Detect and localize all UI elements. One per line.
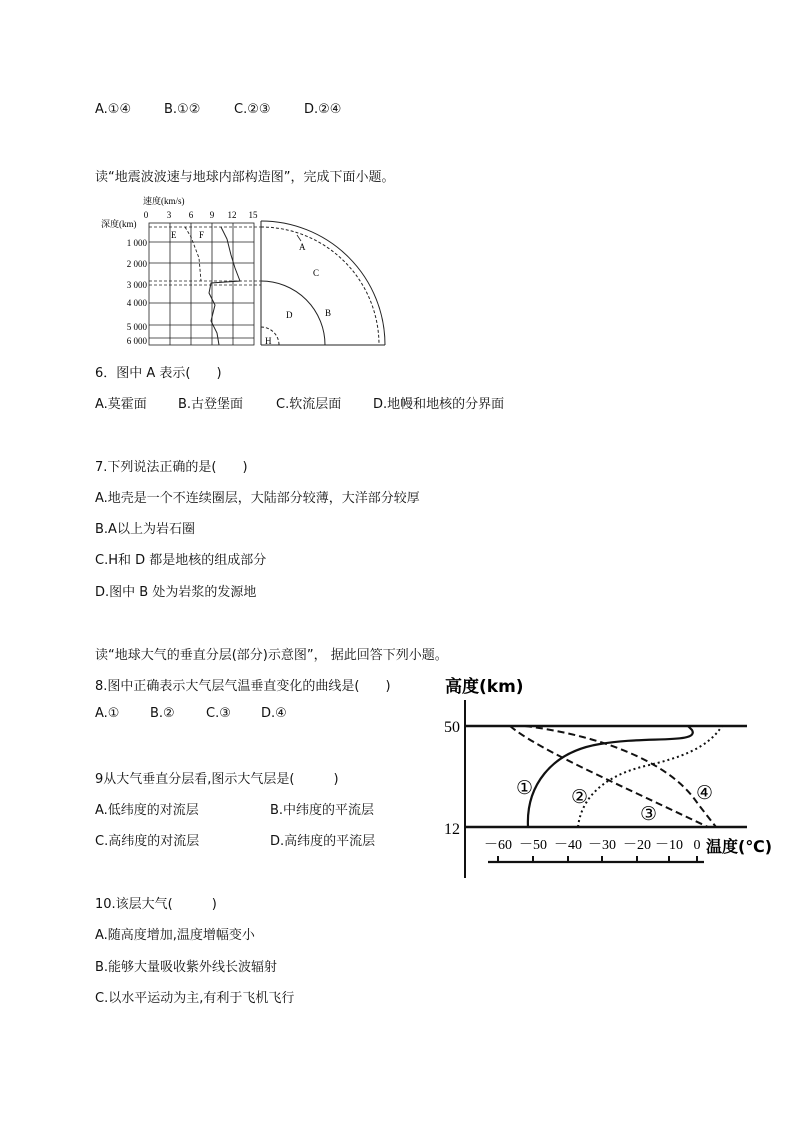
speed-axis-label: 速度(km/s)	[143, 196, 185, 206]
wave-curve-f	[209, 227, 240, 345]
q9-option-a: A.低纬度的对流层	[95, 803, 199, 818]
region-label-a: A	[299, 242, 306, 252]
curve-label-4: ④	[696, 783, 714, 804]
atmosphere-figure	[440, 672, 780, 882]
height-tick-12: 12	[444, 821, 460, 838]
q8-stem: 8.图中正确表示大气层气温垂直变化的曲线是( )	[95, 679, 391, 694]
temp-tick: －40	[554, 838, 582, 853]
intro-atmosphere: 读“地球大气的垂直分层(部分)示意图”， 据此回答下列小题。	[95, 648, 448, 663]
q5-option-b: B.①②	[164, 102, 201, 117]
curve-1	[528, 726, 693, 827]
intro-seismic: 读“地震波波速与地球内部构造图”，完成下面小题。	[95, 170, 395, 185]
q7-option-b: B.A以上为岩石圈	[95, 522, 195, 537]
height-axis-label: 高度(km)	[445, 677, 524, 697]
q5-option-d: D.②④	[304, 102, 342, 117]
q5-option-a: A.①④	[95, 102, 132, 117]
speed-tick: 0	[143, 210, 149, 220]
temp-tick: －60	[484, 838, 512, 853]
speed-tick: 9	[209, 210, 215, 220]
q6-option-b: B.古登堡面	[178, 397, 244, 412]
wave-label-e: E	[171, 230, 177, 240]
region-label-h: H	[265, 336, 272, 346]
height-tick-50: 50	[444, 719, 460, 736]
q7-stem: 7.下列说法正确的是( )	[95, 460, 248, 475]
depth-tick: 3 000	[126, 280, 147, 290]
speed-tick: 3	[166, 210, 172, 220]
q10-stem: 10.该层大气( )	[95, 897, 217, 912]
temp-tick: －20	[623, 838, 651, 853]
depth-axis-label: 深度(km)	[101, 219, 137, 229]
temp-tick: －30	[588, 838, 616, 853]
q10-option-a: A.随高度增加,温度增幅变小	[95, 928, 255, 943]
q6-option-c: C.软流层面	[276, 397, 342, 412]
region-label-d: D	[286, 310, 293, 320]
speed-tick: 12	[227, 210, 237, 220]
q10-option-b: B.能够大量吸收紫外线长波辐射	[95, 960, 278, 975]
speed-tick: 15	[248, 210, 258, 220]
q7-option-c: C.H和 D 都是地核的组成部分	[95, 553, 267, 568]
q9-option-b: B.中纬度的平流层	[270, 803, 375, 818]
curve-label-2: ②	[571, 787, 589, 808]
region-label-c: C	[313, 268, 320, 278]
speed-tick: 6	[188, 210, 194, 220]
temp-tick: 0	[693, 838, 701, 853]
q6-option-d: D.地幔和地核的分界面	[373, 397, 505, 412]
earth-section	[261, 221, 385, 345]
q7-option-d: D.图中 B 处为岩浆的发源地	[95, 585, 257, 600]
curve-label-1: ①	[516, 778, 534, 799]
speed-grid	[149, 223, 254, 345]
q9-option-c: C.高纬度的对流层	[95, 834, 200, 849]
q7-option-a: A.地壳是一个不连续圈层，大陆部分较薄，大洋部分较厚	[95, 491, 420, 506]
q6-stem: 6．图中 A 表示( )	[95, 366, 222, 381]
q9-stem: 9从大气垂直分层看,图示大气层是( )	[95, 772, 339, 787]
q8-option-c: C.③	[206, 706, 231, 721]
q9-option-d: D.高纬度的平流层	[270, 834, 376, 849]
q8-option-b: B.②	[150, 706, 175, 721]
temp-axis-label: 温度(℃)	[706, 837, 773, 856]
q6-option-a: A.莫霍面	[95, 397, 147, 412]
depth-tick: 5 000	[126, 322, 147, 332]
curve-label-3: ③	[640, 804, 658, 825]
depth-tick: 6 000	[126, 336, 147, 346]
depth-tick: 1 000	[126, 238, 147, 248]
depth-tick: 2 000	[126, 259, 147, 269]
q5-option-c: C.②③	[234, 102, 271, 117]
region-label-b: B	[325, 308, 332, 318]
temp-tick: －10	[655, 838, 683, 853]
boundary-lines	[149, 227, 261, 285]
q8-option-d: D.④	[261, 706, 287, 721]
q8-option-a: A.①	[95, 706, 120, 721]
temp-tick: －50	[519, 838, 547, 853]
curve-3	[510, 726, 708, 827]
depth-tick: 4 000	[126, 298, 147, 308]
q10-option-c: C.以水平运动为主,有利于飞机飞行	[95, 991, 295, 1006]
seismic-structure-figure	[95, 193, 395, 353]
wave-label-f: F	[199, 230, 205, 240]
